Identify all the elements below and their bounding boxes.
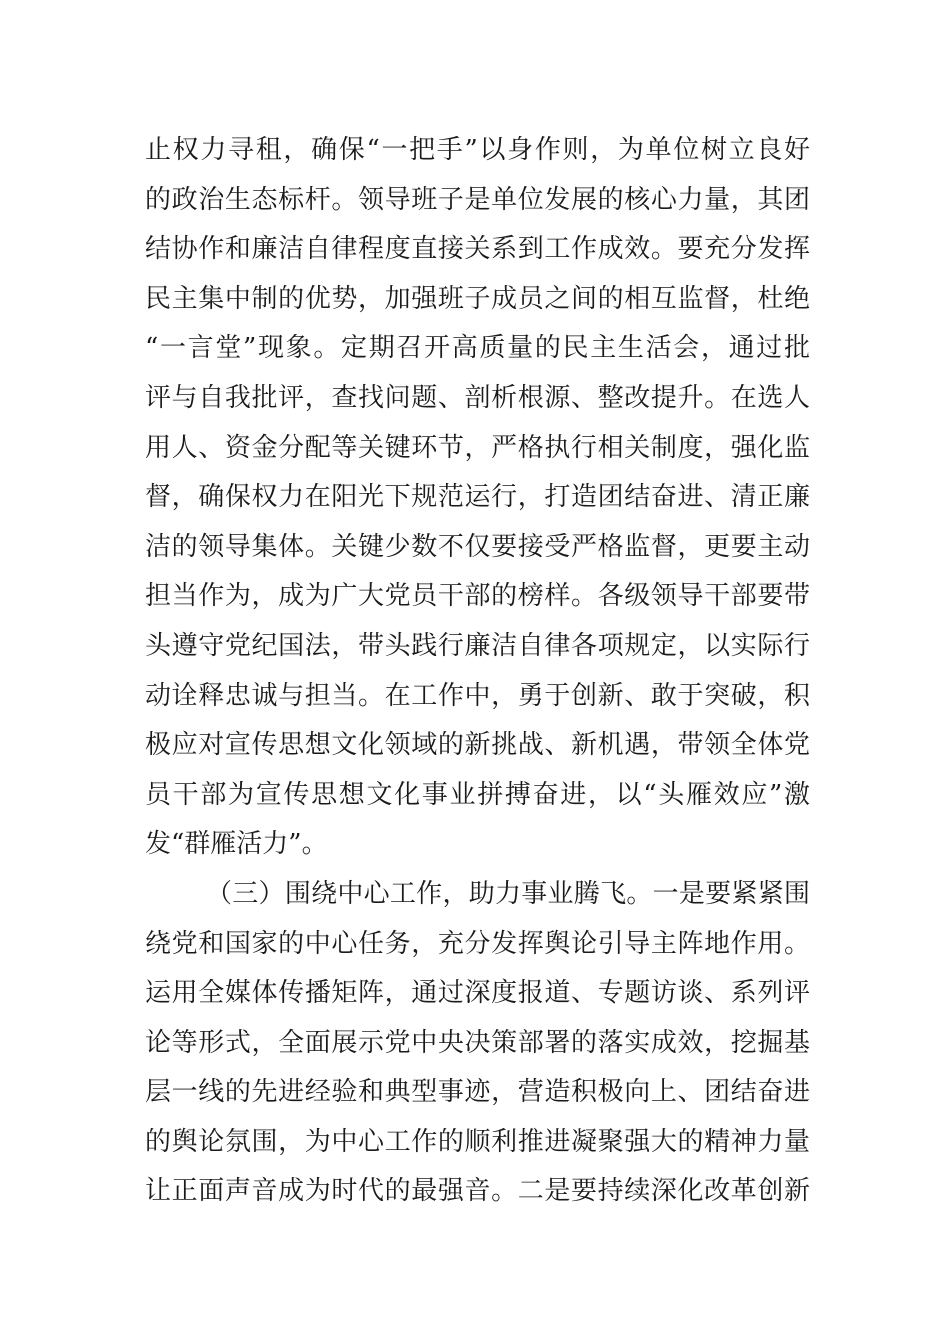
text-line: 担当作为，成为广大党员干部的榜样。各级领导干部要带 bbox=[145, 581, 810, 612]
text-line: 洁的领导集体。关键少数不仅要接受严格监督，更要主动 bbox=[145, 531, 810, 562]
text-line: 督，确保权力在阳光下规范运行，打造团结奋进、清正廉 bbox=[145, 482, 810, 513]
text-line: “一言堂”现象。定期召开高质量的民主生活会，通过批 bbox=[145, 333, 810, 364]
text-line: 结协作和廉洁自律程度直接关系到工作成效。要充分发挥 bbox=[145, 234, 810, 265]
text-line: 的舆论氛围，为中心工作的顺利推进凝聚强大的精神力量 bbox=[145, 1126, 810, 1157]
text-line: 动诠释忠诚与担当。在工作中，勇于创新、敢于突破，积 bbox=[145, 680, 810, 711]
text-line: 极应对宣传思想文化领域的新挑战、新机遇，带领全体党 bbox=[145, 730, 810, 761]
text-line: 头遵守党纪国法，带头践行廉洁自律各项规定，以实际行 bbox=[145, 630, 810, 661]
text-line: 运用全媒体传播矩阵，通过深度报道、专题访谈、系列评 bbox=[145, 978, 810, 1009]
text-line: 员干部为宣传思想文化事业拼搏奋进，以“头雁效应”激 bbox=[145, 779, 810, 810]
section-heading-line: （三）围绕中心工作，助力事业腾飞。一是要紧紧围 bbox=[206, 878, 810, 909]
text-line: 论等形式，全面展示党中央决策部署的落实成效，挖掘基 bbox=[145, 1027, 810, 1058]
text-line: 止权力寻租，确保“一把手”以身作则，为单位树立良好 bbox=[145, 135, 810, 165]
text-line: 民主集中制的优势，加强班子成员之间的相互监督，杜绝 bbox=[145, 283, 810, 314]
text-line: 让正面声音成为时代的最强音。二是要持续深化改革创新 bbox=[145, 1176, 810, 1207]
text-line: 层一线的先进经验和典型事迹，营造积极向上、团结奋进 bbox=[145, 1077, 810, 1108]
text-line: 绕党和国家的中心任务，充分发挥舆论引导主阵地作用。 bbox=[145, 928, 810, 959]
paragraph-end-line: 发“群雁活力”。 bbox=[145, 829, 328, 860]
text-line: 的政治生态标杆。领导班子是单位发展的核心力量，其团 bbox=[145, 184, 810, 215]
text-line: 评与自我批评，查找问题、剖析根源、整改提升。在选人 bbox=[145, 382, 810, 413]
text-line: 用人、资金分配等关键环节，严格执行相关制度，强化监 bbox=[145, 432, 810, 463]
body-text bbox=[145, 126, 810, 1217]
